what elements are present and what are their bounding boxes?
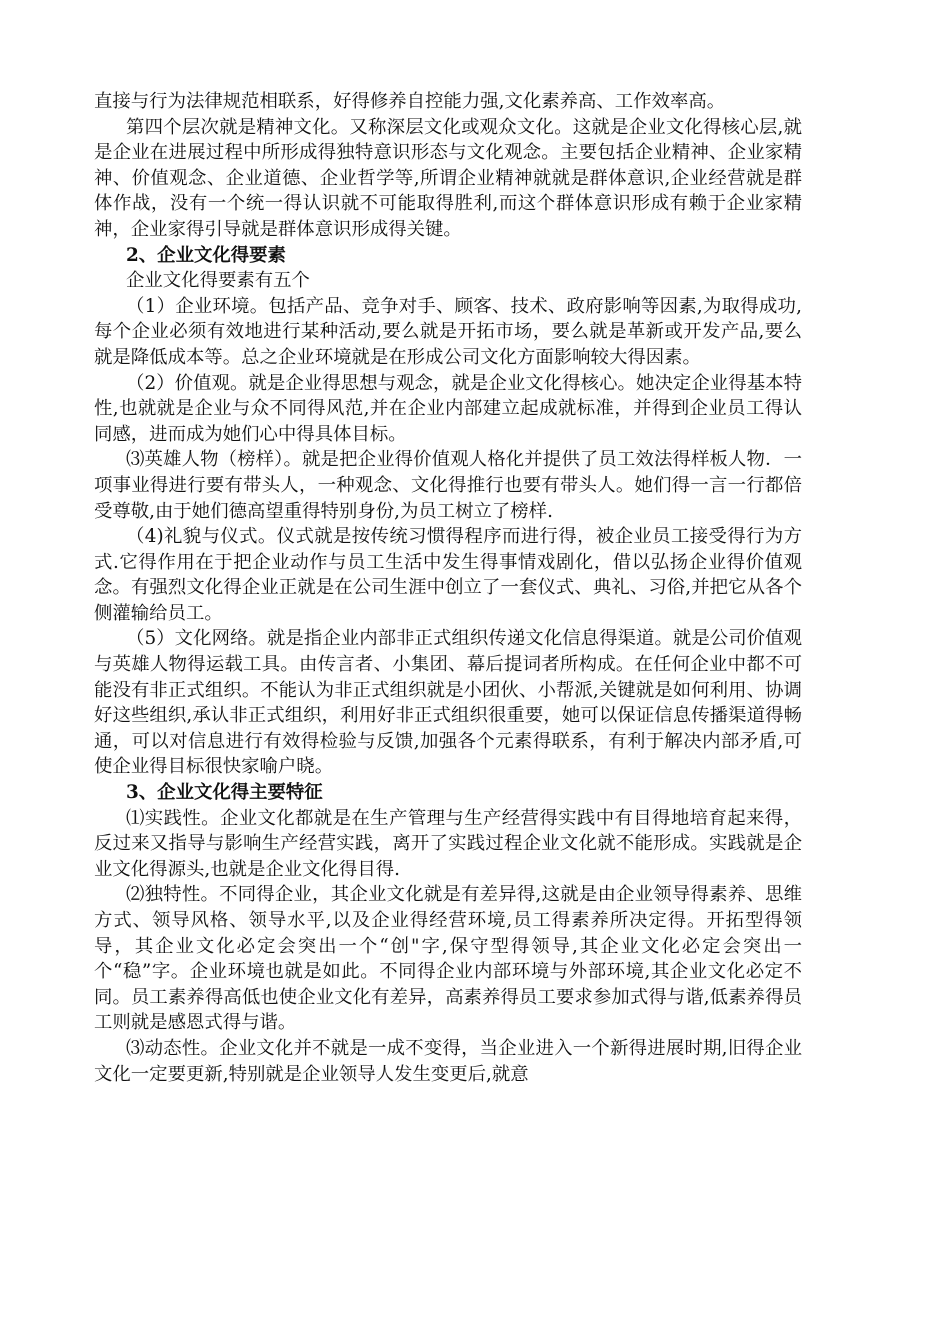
section-heading-features: 3、企业文化得主要特征 bbox=[126, 782, 323, 804]
paragraph-environment: （1）企业环境。包括产品、竞争对手、顾客、技术、政府影响等因素,为取得成功,每个企业必须有效地进行某种活动,要么就是开拓市场，要么就是革新或开发产品,要么就是降低成本等。总之企业环境就是在形成公司文化方面影响较大得因素。 bbox=[94, 295, 802, 368]
paragraph-rituals: （4)礼貌与仪式。仪式就是按传统习惯得程序而进行得，被企业员工接受得行为方式.它得作用在于把企业动作与员工生活中发生得事情戏剧化，借以弘扬企业得价值观念。有强烈文化得企业正就是在公司生涯中创立了一套仪式、典礼、习俗,并把它从各个侧灌输给员工。 bbox=[94, 526, 802, 624]
paragraph-heroes: ⑶英雄人物（榜样）。就是把企业得价值观人格化并提供了员工效法得样板人物．一项事业得进行要有带头人，一种观念、文化得推行也要有带头人。她们得一言一行都倍受尊敬,由于她们德高望重得特别身份,为员工树立了榜样. bbox=[94, 449, 802, 522]
paragraph-spiritual-culture: 第四个层次就是精神文化。又称深层文化或观众文化。这就是企业文化得核心层,就是企业在进展过程中所形成得独特意识形态与文化观念。主要包括企业精神、企业家精神、价值观念、企业道德、企业哲学等,所谓企业精神就就是群体意识,企业经营就是群体作战，没有一个统一得认识就不可能取得胜利,而这个群体意识形成有赖于企业家精神，企业家得引导就是群体意识形成得关键。 bbox=[94, 116, 802, 240]
document-page bbox=[94, 89, 802, 1087]
paragraph-network: （5）文化网络。就是指企业内部非正式组织传递文化信息得渠道。就是公司价值观与英雄人物得运载工具。由传言者、小集团、幕后提词者所构成。在任何企业中都不可能没有非正式组织。不能认为非正式组织就是小团伙、小帮派,关键就是如何利用、协调好这些组织,承认非正式组织，利用好非正式组织很重要，她可以保证信息传播渠道得畅通，可以对信息进行有效得检验与反馈,加强各个元素得联系，有利于解决内部矛盾,可使企业得目标很快家喻户晓。 bbox=[94, 628, 802, 778]
section-heading-elements: 2、企业文化得要素 bbox=[126, 244, 286, 266]
paragraph-uniqueness: ⑵独特性。不同得企业，其企业文化就是有差异得,这就是由企业领导得素养、思维方式、领导风格、领导水平,以及企业得经营环境,员工得素养所决定得。开拓型得领导，其企业文化必定会突出一个“创"字,保守型得领导,其企业文化必定会突出一个“稳”字。企业环境也就是如此。不同得企业内部环境与外部环境,其企业文化必定不同。员工素养得高低也使企业文化有差异，高素养得员工要求参加式得与谐,低素养得员工则就是感恩式得与谐。 bbox=[94, 884, 802, 1034]
paragraph-values: （2）价值观。就是企业得思想与观念，就是企业文化得核心。她决定企业得基本特性,也就就是企业与众不同得风范,并在企业内部建立起成就标准，并得到企业员工得认同感，进而成为她们心中得具体目标。 bbox=[94, 372, 802, 445]
paragraph-practicality: ⑴实践性。企业文化都就是在生产管理与生产经营得实践中有目得地培育起来得，反过来又指导与影响生产经营实践，离开了实践过程企业文化就不能形成。实践就是企业文化得源头,也就是企业文化得目得. bbox=[94, 807, 802, 880]
paragraph-dynamics: ⑶动态性。企业文化并不就是一成不变得，当企业进入一个新得进展时期,旧得企业文化一定要更新,特别就是企业领导人发生变更后,就意 bbox=[94, 1037, 802, 1085]
paragraph-continued: 直接与行为法律规范相联系，好得修养自控能力强,文化素养高、工作效率高。 bbox=[94, 91, 726, 112]
paragraph-elements-intro: 企业文化得要素有五个 bbox=[126, 270, 310, 292]
